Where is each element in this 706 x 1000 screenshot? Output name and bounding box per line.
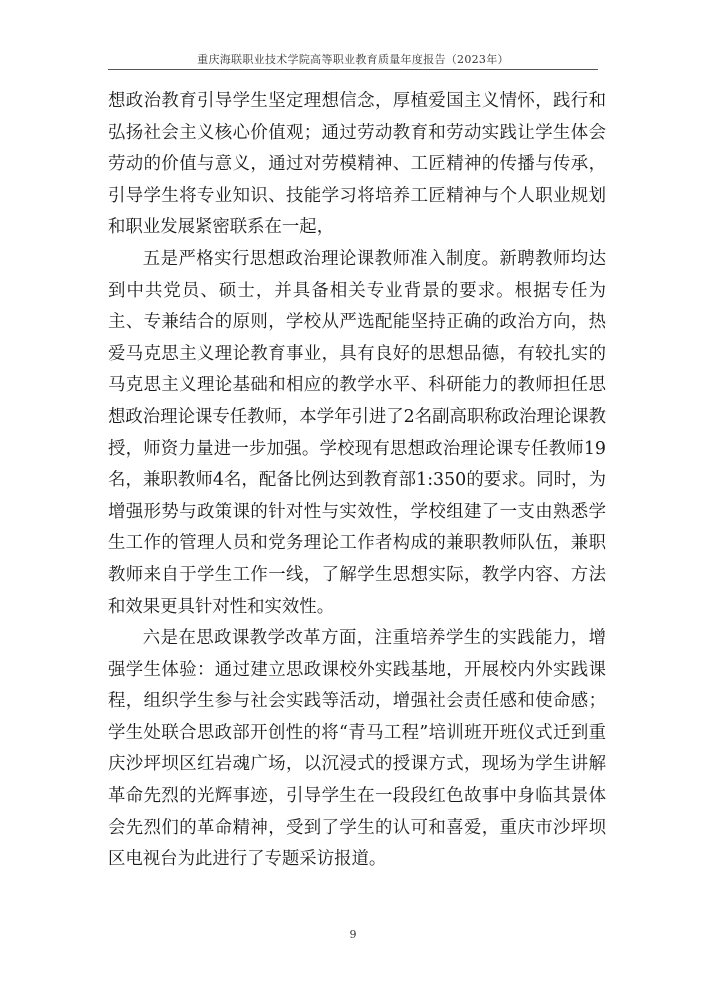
paragraph-teacher-access: 五是严格实行思想政治理论课教师准入制度。新聘教师均达到中共党员、硕士，并具备相关专业背景的要求。根据专任为主、专兼结合的原则，学校从严选配能坚持正确的政治方向，热爱马克思主义理论教育事业，具有良好的思想品德，有较扎实的马克思主义理论基础和相应的教学水平、科研能力的教师担任思想政治理论课专任教师，本学年引进了2名副高职称政治理论课教授，师资力量进一步加强。学校现有思想政治理论课专任教师19名，兼职教师4名，配备比例达到教育部1:350的要求。同时，为增强形势与政策课的针对性与实效性，学校组建了一支由熟悉学生工作的管理人员和党务理论工作者构成的兼职教师队伍，兼职教师来自于学生工作一线，了解学生思想实际，教学内容、方法和效果更具针对性和实效性。 [108,248,607,617]
page-number: 9 [349,928,357,941]
paragraph-continuation: 想政治教育引导学生坚定理想信念，厚植爱国主义情怀，践行和弘扬社会主义核心价值观；通过劳动教育和劳动实践让学生体会劳动的价值与意义，通过对劳模精神、工匠精神的传播与传承，引导学生将专业知识、技能学习将培养工匠精神与个人职业规划和职业发展紧密联系在一起， [108,91,606,238]
page-header: 重庆海联职业技术学院高等职业教育质量年度报告（2023年） [197,53,509,66]
paragraph-teaching-reform: 六是在思政课教学改革方面，注重培养学生的实践能力，增强学生体验：通过建立思政课校外实践基地，开展校内外实践课程，组织学生参与社会实践等活动，增强社会责任感和使命感；学生处联合思政部开创性的将“青马工程”培训班开班仪式迁到重庆沙坪坝区红岩魂广场，以沉浸式的授课方式，现场为学生讲解革命先烈的光辉事迹，引导学生在一段段红色故事中身临其景体会先烈们的革命精神，受到了学生的认可和喜爱，重庆市沙坪坝区电视台为此进行了专题采访报道。 [108,628,606,870]
header-divider [108,69,598,70]
document-body [108,86,606,876]
